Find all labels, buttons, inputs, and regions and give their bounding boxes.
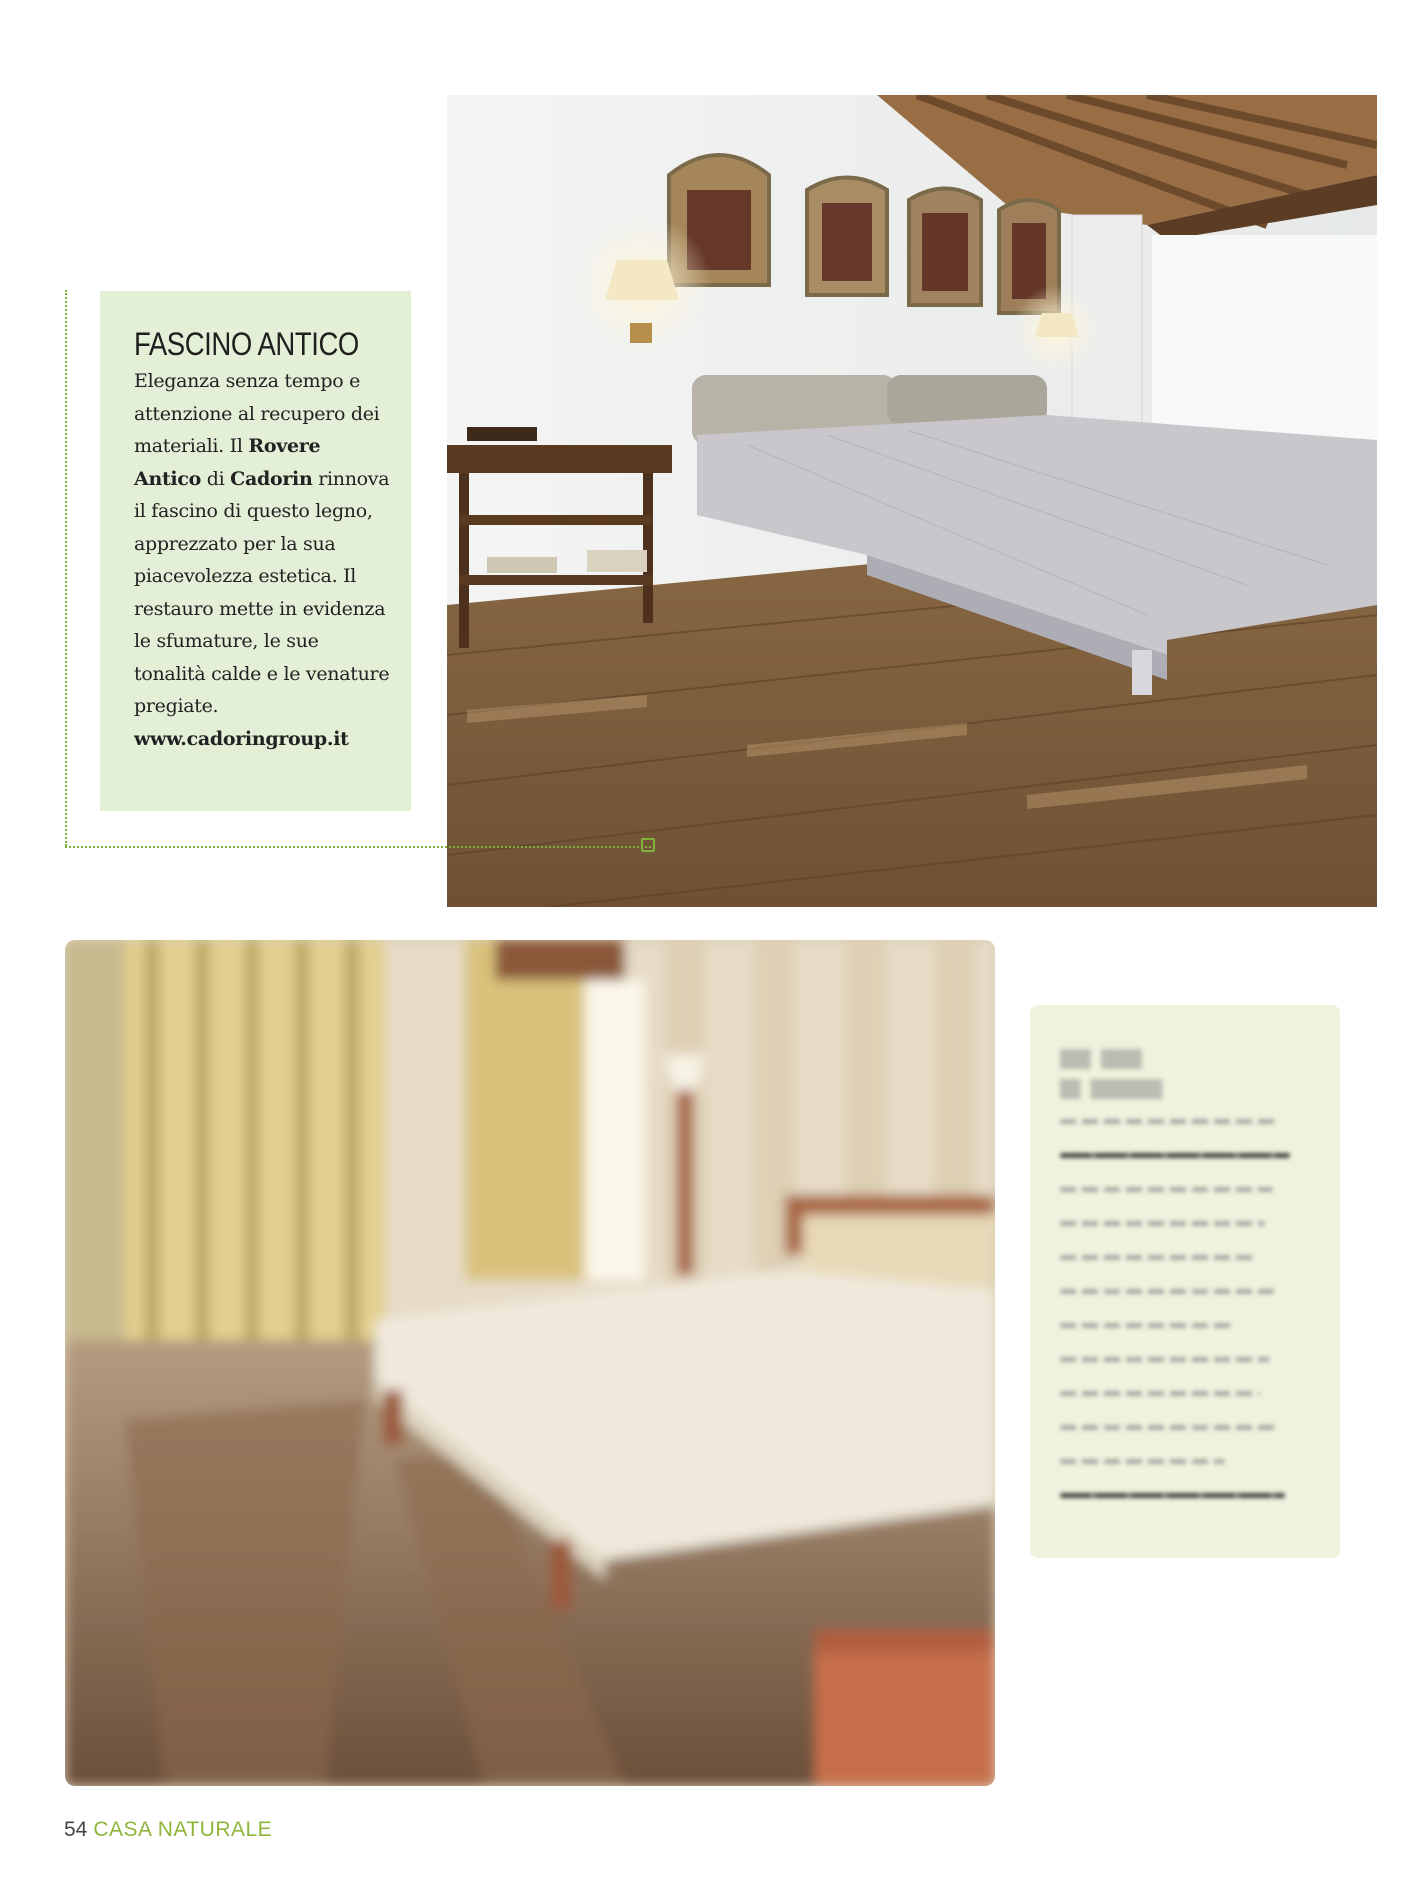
sidebar-text-3: rinnova il fascino di questo legno, apprezzato per la sua piacevolezza estetica. Il restauro mette in evidenza le sfumature, le sue tonalità calde e le venature pregiate. — [134, 467, 390, 717]
bedroom-illustration-bottom — [65, 940, 995, 1786]
dotted-frame-corner-mark — [641, 838, 655, 852]
sidebar-fascino-antico — [100, 291, 411, 811]
sidebar-text-2: di — [201, 467, 231, 490]
bedroom-photo-bottom — [65, 940, 995, 1786]
dotted-frame-horizontal — [65, 846, 655, 848]
sidebar-brand-product: Rovere Antico — [134, 435, 321, 490]
page-number: 54 — [64, 1818, 88, 1841]
sidebar-brand: Cadorin — [230, 467, 313, 490]
bedroom-photo-top — [447, 95, 1377, 907]
sidebar-secondary-text-blur — [1060, 1119, 1310, 1498]
magazine-name: CASA NATURALE — [93, 1818, 273, 1841]
dotted-frame-vertical — [65, 290, 67, 846]
sidebar-text-1: Eleganza senza tempo e attenzione al recupero dei materiali. Il — [134, 370, 380, 457]
sidebar-secondary-title-blur: ▒▒▒ ▒▒▒▒ ▒▒ ▒▒▒▒▒▒▒ — [1060, 1050, 1163, 1100]
sidebar-secondary-blurred — [1030, 1005, 1340, 1558]
sidebar-body — [134, 365, 391, 755]
bedroom-illustration-top — [447, 95, 1377, 907]
sidebar-title: FASCINO ANTICO — [134, 326, 359, 362]
sidebar-website-link[interactable]: www.cadoringroup.it — [134, 727, 349, 750]
page-footer — [64, 1818, 272, 1842]
